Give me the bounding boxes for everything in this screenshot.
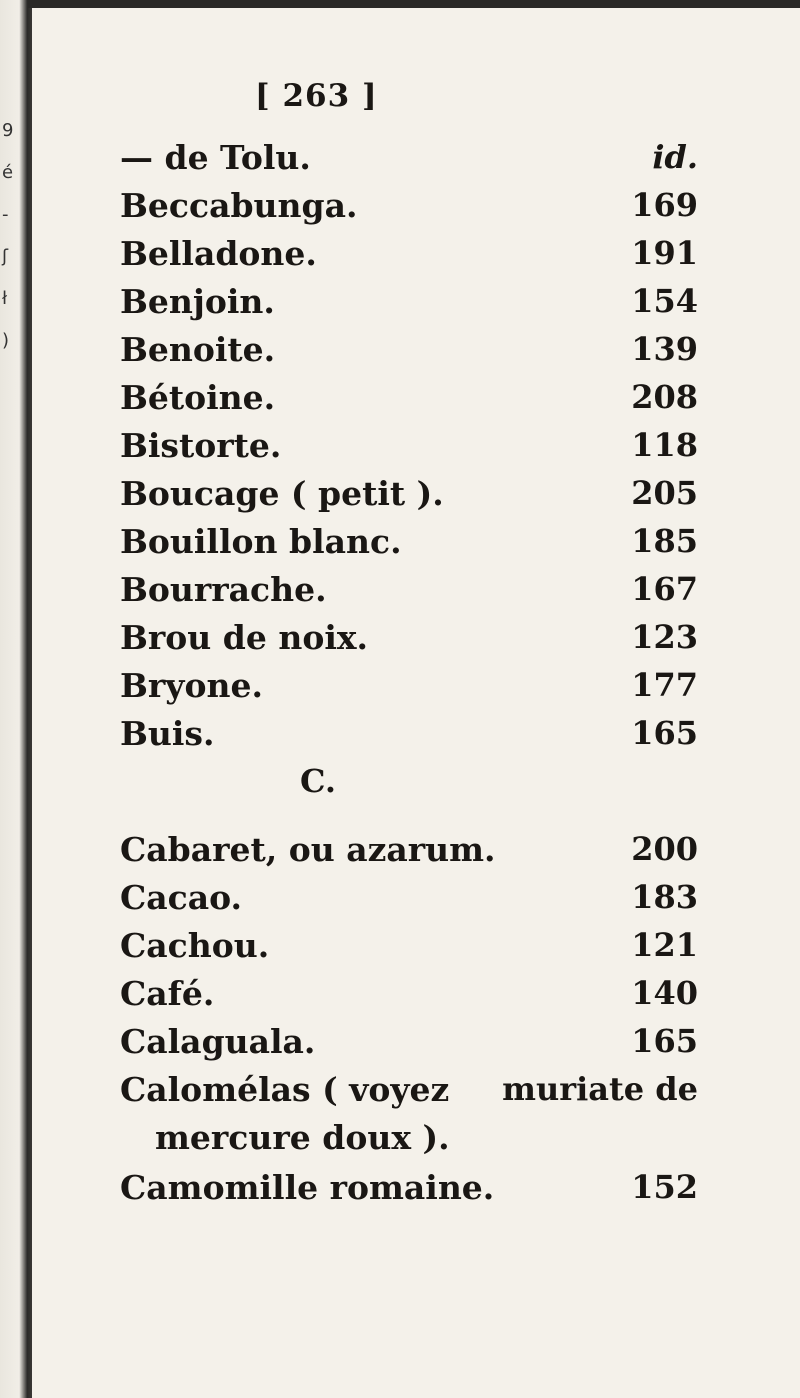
entry-name: Benoite. <box>120 330 276 369</box>
entry-name: Bourrache. <box>120 570 327 609</box>
entry-name: — de Tolu. <box>120 138 311 177</box>
index-entry <box>0 618 800 664</box>
index-entry <box>0 974 800 1020</box>
entry-page: 139 <box>631 330 698 368</box>
index-entry <box>0 1168 800 1214</box>
entry-page: 167 <box>631 570 698 608</box>
entry-page: 200 <box>631 830 698 868</box>
page-number: [ 263 ] <box>255 78 378 114</box>
entry-name: Buis. <box>120 714 215 753</box>
index-entry <box>0 926 800 972</box>
index-entry <box>0 878 800 924</box>
entry-name: Calaguala. <box>120 1022 316 1061</box>
entry-name: Bouillon blanc. <box>120 522 402 561</box>
index-entry <box>0 186 800 232</box>
entry-name: Cabaret, ou azarum. <box>120 830 496 869</box>
index-entry <box>0 666 800 712</box>
entry-name: Cachou. <box>120 926 270 965</box>
index-entry <box>0 282 800 328</box>
entry-page: 191 <box>631 234 698 272</box>
entry-page: 121 <box>631 926 698 964</box>
index-entry <box>0 426 800 472</box>
section-heading-c: C. <box>300 762 337 800</box>
entry-name: Bryone. <box>120 666 263 705</box>
index-entry <box>0 1022 800 1068</box>
entry-page: 205 <box>631 474 698 512</box>
entry-name: Bétoine. <box>120 378 276 417</box>
entry-page: 123 <box>631 618 698 656</box>
entry-page: 118 <box>631 426 698 464</box>
entry-name: Cacao. <box>120 878 243 917</box>
entry-page: 140 <box>631 974 698 1012</box>
margin-mark: 9 <box>2 120 14 141</box>
entry-name: Brou de noix. <box>120 618 369 657</box>
entry-name: Beccabunga. <box>120 186 358 225</box>
margin-mark: é <box>2 162 14 183</box>
index-entry <box>0 234 800 280</box>
index-entry <box>0 474 800 520</box>
entry-name: Belladone. <box>120 234 317 273</box>
entry-name: Benjoin. <box>120 282 275 321</box>
entry-continuation: mercure doux ). <box>155 1118 450 1157</box>
entry-page: 208 <box>631 378 698 416</box>
entry-name: Camomille romaine. <box>120 1168 495 1207</box>
index-entry <box>0 138 800 184</box>
margin-mark: ʃ <box>2 246 9 267</box>
entry-name: Boucage ( petit ). <box>120 474 444 513</box>
entry-name: Bistorte. <box>120 426 282 465</box>
index-entry <box>0 522 800 568</box>
entry-page: 165 <box>631 714 698 752</box>
entry-crossref: muriate de <box>502 1070 698 1108</box>
margin-mark: ł <box>2 288 8 309</box>
page-top-edge <box>28 0 800 8</box>
entry-page: 165 <box>631 1022 698 1060</box>
index-entry <box>0 378 800 424</box>
entry-page: 185 <box>631 522 698 560</box>
margin-mark: ) <box>2 330 10 351</box>
entry-page: 183 <box>631 878 698 916</box>
index-entry-continuation <box>0 1118 800 1164</box>
index-entry <box>0 570 800 616</box>
index-entry <box>0 714 800 760</box>
index-entry <box>0 830 800 876</box>
entry-page: 177 <box>631 666 698 704</box>
entry-page: 169 <box>631 186 698 224</box>
entry-page: 154 <box>631 282 698 320</box>
entry-name: Calomélas ( voyez <box>120 1070 450 1109</box>
index-entry <box>0 330 800 376</box>
entry-page: id. <box>652 138 698 176</box>
entry-page: 152 <box>631 1168 698 1206</box>
margin-mark: - <box>2 204 9 225</box>
index-entry-calomelas <box>0 1070 800 1116</box>
entry-name: Café. <box>120 974 215 1013</box>
